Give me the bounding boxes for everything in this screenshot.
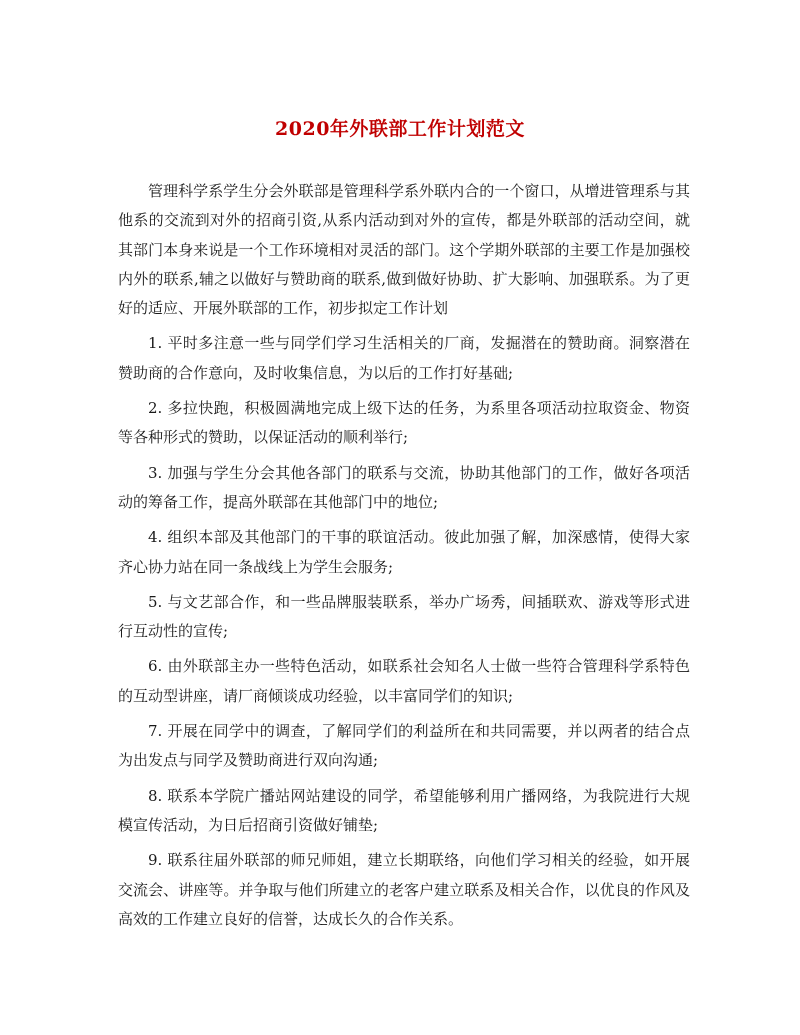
- plan-item-6: 6. 由外联部主办一些特色活动，如联系社会知名人士做一些符合管理科学系特色的互动型讲座，请厂商倾谈成功经验，以丰富同学们的知识;: [118, 657, 690, 705]
- intro-paragraph: 管理科学系学生分会外联部是管理科学系外联内合的一个窗口，从增进管理系与其他系的交流到对外的招商引资,从系内活动到对外的宣传，都是外联部的活动空间，就其部门本身来说是一个工作环境相对灵活的部门。这个学期外联部的主要工作是加强校内外的联系,辅之以做好与赞助商的联系,做到做好协助、扩大影响、加强联系。为了更好的适应、开展外联部的工作，初步拟定工作计划: [118, 182, 690, 318]
- plan-item-8: 8. 联系本学院广播站网站建设的同学，希望能够利用广播网络，为我院进行大规模宣传活动，为日后招商引资做好铺垫;: [118, 786, 690, 834]
- document-title: 2020年外联部工作计划范文: [275, 118, 525, 140]
- plan-item-5: 5. 与文艺部合作，和一些品牌服装联系，举办广场秀，间插联欢、游戏等形式进行互动性的宣传;: [118, 592, 690, 641]
- plan-item-9: 9. 联系往届外联部的师兄师姐，建立长期联络，向他们学习相关的经验，如开展交流会、讲座等。并争取与他们所建立的老客户建立联系及相关合作，以优良的作风及高效的工作建立良好的信誉，达成长久的合作关系。: [118, 851, 690, 928]
- plan-item-4: 4. 组织本部及其他部门的干事的联谊活动。彼此加强了解，加深感情，使得大家齐心协力站在同一条战线上为学生会服务;: [118, 528, 690, 576]
- plan-item-3: 3. 加强与学生分会其他各部门的联系与交流，协助其他部门的工作，做好各项活动的筹备工作，提高外联部在其他部门中的地位;: [118, 463, 690, 511]
- plan-item-2: 2. 多拉快跑，积极圆满地完成上级下达的任务，为系里各项活动拉取资金、物资等各种形式的赞助，以保证活动的顺利举行;: [118, 399, 690, 447]
- plan-item-7: 7. 开展在同学中的调查，了解同学们的利益所在和共同需要，并以两者的结合点为出发点与同学及赞助商进行双向沟通;: [118, 722, 690, 770]
- document-body: [118, 177, 690, 934]
- plan-item-1: 1. 平时多注意一些与同学们学习生活相关的厂商，发掘潜在的赞助商。洞察潜在赞助商的合作意向，及时收集信息，为以后的工作打好基础;: [118, 334, 690, 382]
